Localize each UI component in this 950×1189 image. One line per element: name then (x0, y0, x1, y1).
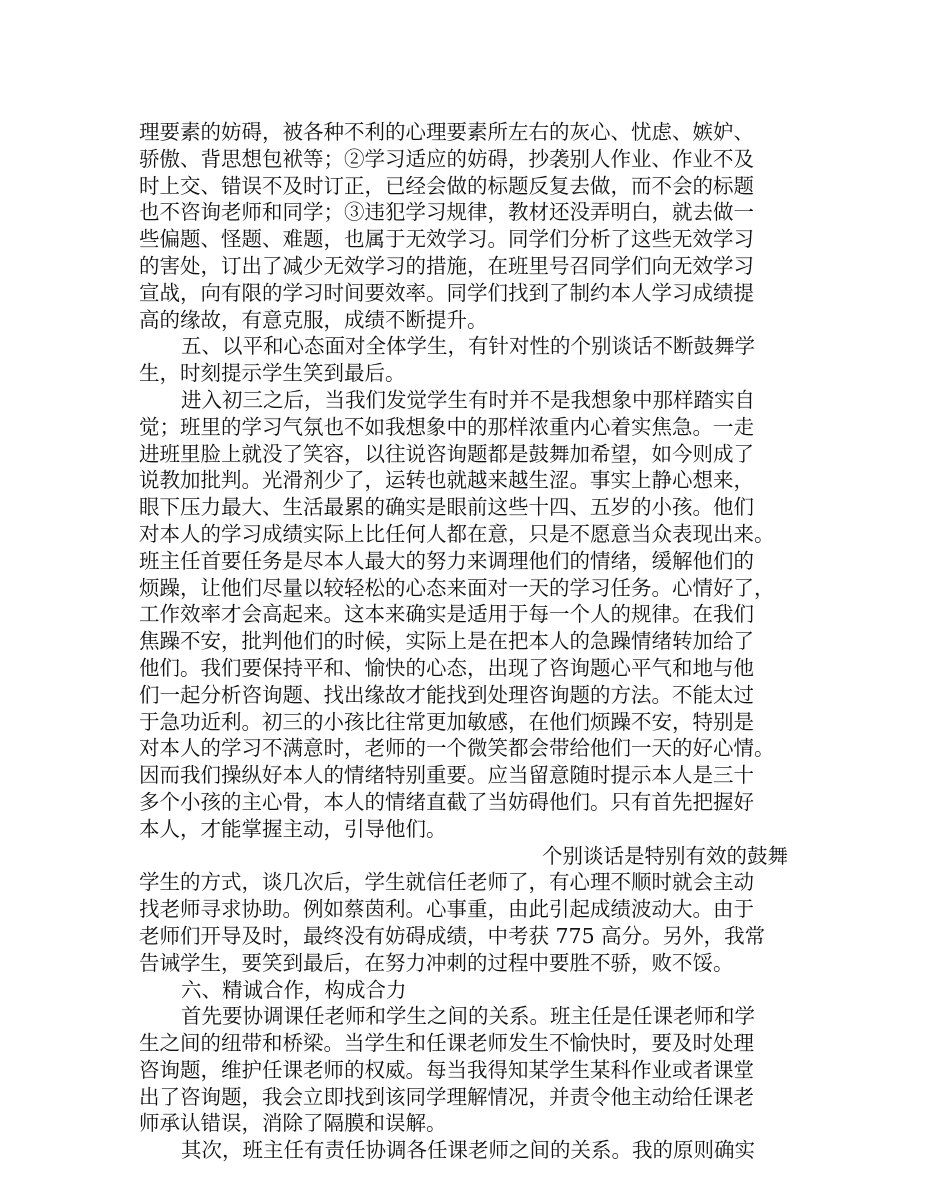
text-line: 眼下压力最大、生活最累的确实是眼前这些十四、五岁的小孩。他们 (139, 495, 754, 520)
text-line: 对本人的学习成绩实际上比任何人都在意，只是不愿意当众表现出来。 (139, 521, 775, 546)
paragraph-start: 进入初三之后，当我们发觉学生有时并不是我想象中那样踏实自 (181, 387, 755, 412)
text-line: 说教加批判。光滑剂少了，运转也就越来越生涩。事实上静心想来， (139, 468, 754, 493)
text-line: 他们。我们要保持平和、愉快的心态，出现了咨询题心平气和地与他 (139, 655, 754, 680)
text-line: 老师们开导及时，最终没有妨碍成绩，中考获 775 高分。另外，我常 (139, 923, 766, 948)
text-line: 本人，才能掌握主动，引导他们。 (139, 816, 447, 841)
text-line: 因而我们操纵好本人的情绪特别重要。应当留意随时提示本人是三十 (139, 763, 754, 788)
text-line: 焦躁不安，批判他们的时候，实际上是在把本人的急躁情绪转加给了 (139, 629, 754, 654)
text-line: 对本人的学习不满意时，老师的一个微笑都会带给他们一天的好心情。 (139, 736, 775, 761)
text-line: 些偏题、怪题、难题，也属于无效学习。同学们分析了这些无效学习 (139, 227, 754, 252)
paragraph-start: 其次，班主任有责任协调各任课老师之间的关系。我的原则确实 (181, 1138, 755, 1163)
section-heading-six: 六、精诚合作，构成合力 (181, 977, 407, 1002)
text-line: 高的缘故，有意克服，成绩不断提升。 (139, 307, 488, 332)
text-line: 的害处，订出了减少无效学习的措施，在班里号召同学们向无效学习 (139, 253, 754, 278)
text-line: 进班里脸上就没了笑容，以往说咨询题都是鼓舞加希望，如今则成了 (139, 441, 754, 466)
document-body (139, 119, 819, 1164)
text-line: 学生的方式，谈几次后，学生就信任老师了，有心理不顺时就会主动 (139, 870, 754, 895)
text-line: 骄傲、背思想包袱等；②学习适应的妨碍，抄袭别人作业、作业不及 (139, 146, 754, 171)
text-line: 班主任首要任务是尽本人最大的努力来调理他们的情绪，缓解他们的 (139, 548, 754, 573)
text-line: 们一起分析咨询题、找出缘故才能找到处理咨询题的方法。不能太过 (139, 682, 754, 707)
text-line: 于急功近利。初三的小孩比往常更加敏感，在他们烦躁不安，特别是 (139, 709, 754, 734)
text-line: 宣战，向有限的学习时间要效率。同学们找到了制约本人学习成绩提 (139, 280, 754, 305)
paragraph-start: 个别谈话是特别有效的鼓舞 (542, 843, 788, 868)
text-line: 觉；班里的学习气氛也不如我想象中的那样浓重内心着实焦急。一走 (139, 414, 754, 439)
paragraph-start: 首先要协调课任老师和学生之间的关系。班主任是任课老师和学 (181, 1004, 755, 1029)
text-line: 时上交、错误不及时订正，已经会做的标题反复去做，而不会的标题 (139, 173, 754, 198)
text-line: 工作效率才会高起来。这本来确实是适用于每一个人的规律。在我们 (139, 602, 754, 627)
text-line: 生之间的纽带和桥梁。当学生和任课老师发生不愉快时，要及时处理 (139, 1031, 754, 1056)
text-line: 理要素的妨碍，被各种不利的心理要素所左右的灰心、忧虑、嫉妒、 (139, 120, 754, 144)
section-heading-five: 五、以平和心态面对全体学生，有针对性的个别谈话不断鼓舞学 (181, 334, 755, 359)
text-line: 咨询题，维护任课老师的权威。每当我得知某学生某科作业或者课堂 (139, 1057, 754, 1082)
text-line: 也不咨询老师和同学；③违犯学习规律，教材还没弄明白，就去做一 (139, 200, 754, 225)
text-line: 生，时刻提示学生笑到最后。 (139, 361, 406, 386)
text-line: 烦躁，让他们尽量以较轻松的心态来面对一天的学习任务。心情好了， (139, 575, 775, 600)
text-line: 找老师寻求协助。例如蔡茵利。心事重，由此引起成绩波动大。由于 (139, 897, 754, 922)
text-line: 告诫学生，要笑到最后，在努力冲刺的过程中要胜不骄，败不馁。 (139, 950, 734, 975)
text-line: 出了咨询题，我会立即找到该同学理解情况，并责令他主动给任课老 (139, 1084, 754, 1109)
text-line: 多个小孩的主心骨，本人的情绪直截了当妨碍他们。只有首先把握好 (139, 789, 754, 814)
text-line: 师承认错误，消除了隔膜和误解。 (139, 1111, 447, 1136)
